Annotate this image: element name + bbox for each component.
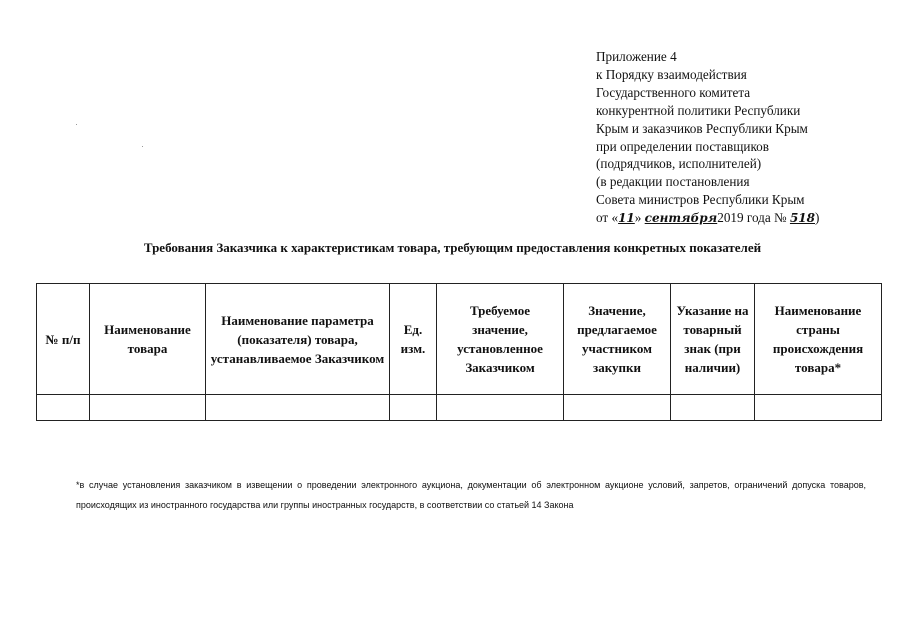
header-number: № п/п [37, 284, 90, 395]
appendix-line: Крым и заказчиков Республики Крым [596, 120, 808, 136]
footnote: *в случае установления заказчиком в извещении о проведении электронного аукциона, документации об электронном аукционе условий, запретов, ограничений допуска товаров, происходящих из иностранного государства или группы иностранных государств, в соответствии со статьей 14 Закона [76, 480, 866, 510]
handwritten-month: сентября [644, 211, 718, 226]
table-cell [564, 395, 671, 421]
table-cell [671, 395, 755, 421]
appendix-line: при определении поставщиков [596, 138, 770, 154]
scan-speck [142, 146, 143, 147]
appendix-line: Государственного комитета [596, 84, 751, 100]
table-cell [437, 395, 564, 421]
appendix-line: Приложение 4 [596, 49, 677, 64]
handwritten-number: 518 [789, 211, 815, 226]
table-row [37, 395, 882, 421]
appendix-line: к Порядку взаимодействия [596, 66, 747, 82]
scan-speck [76, 124, 77, 125]
appendix-line: Совета министров Республики Крым [596, 192, 805, 208]
table-cell [206, 395, 390, 421]
header-offered-value: Значение, предлагаемое участником закупки [564, 284, 671, 395]
resolution-date-line [596, 209, 819, 228]
table-cell [390, 395, 437, 421]
date-middle: » [634, 210, 645, 226]
requirements-table [36, 283, 882, 421]
document-title: Требования Заказчика к характеристикам товара, требующим предоставления конкретных показателей [143, 240, 762, 255]
appendix-line: (в редакции постановления [596, 174, 750, 190]
date-year: 2019 года № [717, 210, 790, 226]
header-parameter-name: Наименование параметра (показателя) товара, устанавливаемое Заказчиком [206, 284, 390, 395]
table-cell [755, 395, 882, 421]
header-required-value: Требуемое значение, установленное Заказчиком [437, 284, 564, 395]
date-prefix: от « [596, 210, 619, 226]
header-product-name: Наименование товара [90, 284, 206, 395]
appendix-line: конкурентной политики Республики [596, 102, 801, 118]
header-country-of-origin: Наименование страны происхождения товара* [755, 284, 882, 395]
table-cell [90, 395, 206, 421]
appendix-block [596, 48, 819, 228]
table-cell [37, 395, 90, 421]
date-suffix: ) [815, 210, 820, 226]
header-unit: Ед. изм. [390, 284, 437, 395]
handwritten-day: 11 [618, 211, 635, 226]
header-trademark: Указание на товарный знак (при наличии) [671, 284, 755, 395]
table-header-row [37, 284, 882, 395]
appendix-line: (подрядчиков, исполнителей) [596, 156, 762, 172]
